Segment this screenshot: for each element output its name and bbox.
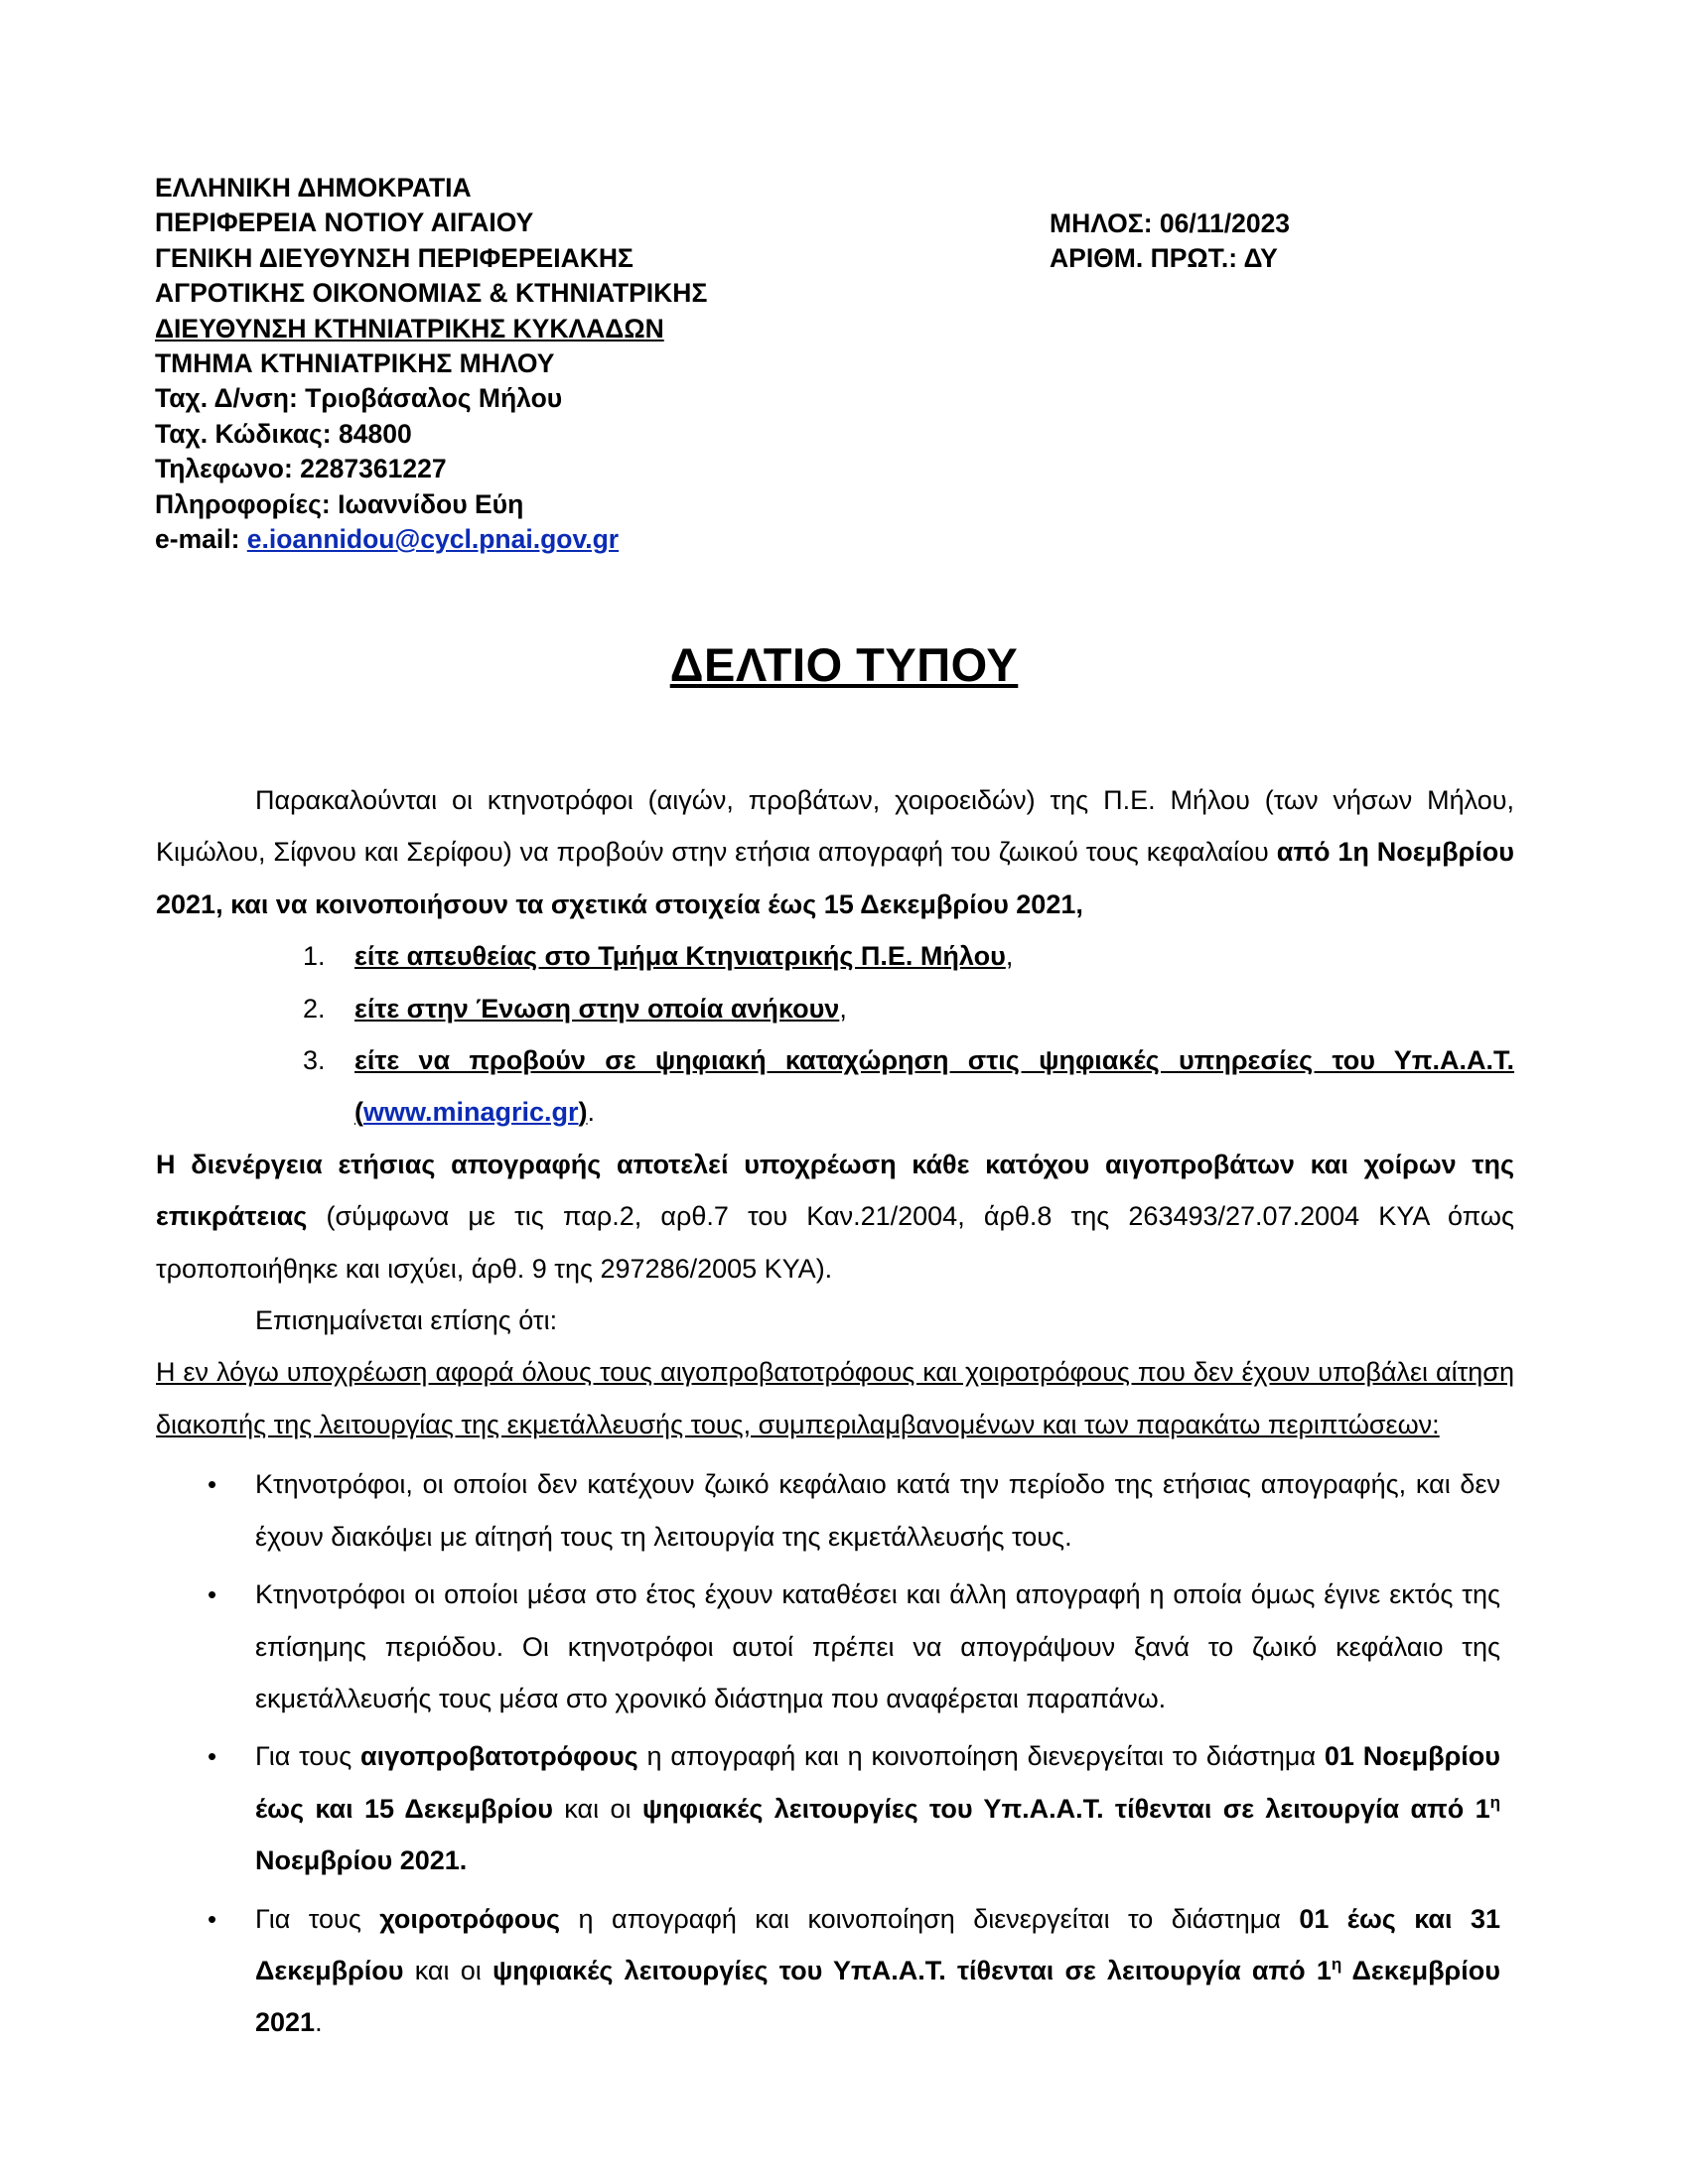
case-bold: ψηφιακές λειτουργίες του ΥπΑ.Α.Τ. τίθενται σε λειτουργία από 1 xyxy=(492,1955,1332,1985)
case-text: Κτηνοτρόφοι, οι οποίοι δεν κατέχουν ζωικό κεφάλαιο κατά την περίοδο της ετήσιας απογραφής, και δεν έχουν διακόψει με αίτησή τους τη λειτουργία της εκμετάλλευσής τους. xyxy=(255,1469,1500,1552)
intro-dates: από 1η Νοεμβρίου 2021, και να κοινοποιήσουν τα σχετικά στοιχεία έως 15 Δεκεμβρίου 2021, xyxy=(156,837,1514,919)
case-bold: χοιροτρόφους xyxy=(379,1903,561,1934)
case-text: Για τους xyxy=(255,1741,361,1772)
case-bold: Νοεμβρίου 2021. xyxy=(255,1845,468,1876)
email-label: e-mail: xyxy=(155,524,247,555)
case-text: και οι xyxy=(552,1793,642,1824)
case-text: Για τους xyxy=(255,1903,380,1934)
option-text: είτε απευθείας στο Τμήμα Κτηνιατρικής Π.Ε. Μήλου xyxy=(354,941,1006,972)
header-line-email xyxy=(155,522,910,557)
submission-options-list xyxy=(156,930,1514,1139)
case-text: η απογραφή και η κοινοποίηση διενεργείται το διάστημα xyxy=(637,1741,1325,1772)
place-date: ΜΗΛΟΣ: 06/11/2023 xyxy=(1050,208,1291,238)
header-line-region: ΠΕΡΙΦΕΡΕΙΑ ΝΟΤΙΟΥ ΑΙΓΑΙΟΥ xyxy=(155,207,534,238)
option-punct: , xyxy=(839,993,847,1024)
header-line-department: ΤΜΗΜΑ ΚΤΗΝΙΑΤΡΙΚΗΣ ΜΗΛΟΥ xyxy=(155,348,555,379)
paragraph-obligation xyxy=(156,1139,1514,1295)
option-text: είτε στην Ένωση στην οποία ανήκουν xyxy=(354,993,840,1024)
obligation-bold: Η διενέργεια ετήσιας απογραφής αποτελεί υποχρέωση κάθε κατόχου αιγοπροβάτων και χοίρων της επικράτειας xyxy=(156,1149,1514,1232)
case-text: Κτηνοτρόφοι οι οποίοι μέσα στο έτος έχουν καταθέσει και άλλη απογραφή η οποία όμως έγινε εκτός της επίσημης περιόδου. Οι κτηνοτρόφοι αυτοί πρέπει να απογράψουν ξανά το ζωικό κεφάλαιο της εκμετάλλευσής τους μέσα στο χρονικό διάστημα που αναφέρεται παραπάνω. xyxy=(255,1579,1500,1713)
document-title: ΔΕΛΤΙΟ ΤΥΠΟΥ xyxy=(669,638,1019,691)
option-number: 2. xyxy=(303,993,326,1024)
case-text: και οι xyxy=(403,1955,492,1985)
cases-list xyxy=(156,1458,1514,2048)
header-line-directorate-2: ΑΓΡΟΤΙΚΗΣ ΟΙΚΟΝΟΜΙΑΣ & ΚΤΗΝΙΑΤΡΙΚΗΣ xyxy=(155,278,708,309)
ordinal-superscript: η xyxy=(1331,1954,1342,1974)
bullet-icon: • xyxy=(208,1741,217,1772)
option-paren-open: ( xyxy=(354,1097,363,1128)
header-line-postcode: Ταχ. Κώδικας: 84800 xyxy=(155,418,412,449)
case-bold: ψηφιακές λειτουργίες του Υπ.Α.Α.Τ. τίθενται σε λειτουργία από 1 xyxy=(641,1793,1490,1824)
header-line-phone: Τηλεφωνο: 2287361227 xyxy=(155,454,447,484)
case-item xyxy=(156,1893,1514,2049)
case-item xyxy=(156,1458,1514,1563)
bullet-icon: • xyxy=(208,1903,217,1934)
obligation-legal-refs: (σύμφωνα με τις παρ.2, αρθ.7 του Καν.21/2004, άρθ.8 της 263493/27.07.2004 ΚΥΑ όπως τροποποιήθηκε και ισχύει, άρθ. 9 της 297286/2005 ΚΥΑ). xyxy=(156,1201,1514,1284)
option-number: 1. xyxy=(303,941,326,972)
case-text: . xyxy=(315,2007,323,2038)
header-line-veterinary-directorate: ΔΙΕΥΘΥΝΣΗ ΚΤΗΝΙΑΤΡΙΚΗΣ ΚΥΚΛΑΔΩΝ xyxy=(155,313,664,343)
case-bold: 01 Νοεμβρίου έως και 15 Δεκεμβρίου xyxy=(255,1741,1500,1824)
bullet-icon: • xyxy=(208,1579,217,1610)
option-item xyxy=(156,930,1514,982)
option-punct: . xyxy=(587,1097,596,1128)
option-item xyxy=(156,983,1514,1034)
document-body xyxy=(156,774,1514,2055)
header-line-country: ΕΛΛΗΝΙΚΗ ΔΗΜΟΚΡΑΤΙΑ xyxy=(155,173,472,203)
case-item xyxy=(156,1569,1514,1724)
date-protocol-block xyxy=(1050,206,1566,277)
case-text: η απογραφή και κοινοποίηση διενεργείται το διάστημα xyxy=(560,1903,1300,1934)
paragraph-intro xyxy=(156,774,1514,930)
paragraph-note: Επισημαίνεται επίσης ότι: xyxy=(255,1305,558,1336)
case-bold: 01 έως και 31 Δεκεμβρίου xyxy=(255,1903,1500,1985)
case-bold: αιγοπροβατοτρόφους xyxy=(360,1741,638,1772)
email-link[interactable]: e.ioannidou@cycl.pnai.gov.gr xyxy=(246,524,620,555)
minagric-link[interactable]: www.minagric.gr xyxy=(363,1097,579,1128)
case-item xyxy=(156,1730,1514,1886)
bullet-icon: • xyxy=(208,1469,217,1500)
ordinal-superscript: η xyxy=(1489,1792,1500,1812)
option-punct: , xyxy=(1005,941,1014,972)
protocol-number: ΑΡΙΘΜ. ΠΡΩΤ.: ΔΥ xyxy=(1050,243,1278,274)
option-paren-close: ) xyxy=(578,1097,588,1128)
option-item xyxy=(156,1034,1514,1139)
sender-header xyxy=(155,171,910,557)
case-bold: Δεκεμβρίου 2021 xyxy=(255,1955,1500,2038)
header-line-contact: Πληροφορίες: Ιωαννίδου Εύη xyxy=(155,488,524,519)
header-line-address: Ταχ. Δ/νση: Τριοβάσαλος Μήλου xyxy=(155,383,563,414)
header-line-directorate-1: ΓΕΝΙΚΗ ΔΙΕΥΘΥΝΣΗ ΠΕΡΙΦΕΡΕΙΑΚΗΣ xyxy=(155,242,633,273)
paragraph-scope: Η εν λόγω υποχρέωση αφορά όλους τους αιγοπροβατοτρόφους και χοιροτρόφους που δεν έχουν υποβάλει αίτηση διακοπής της λειτουργίας της εκμετάλλευσής τους, συμπεριλαμβανομένων και των παρακάτω περιπτώσεων: xyxy=(156,1357,1514,1439)
intro-text: Παρακαλούνται οι κτηνοτρόφοι (αιγών, προβάτων, χοιροειδών) της Π.Ε. Μήλου (των νήσων Μήλου, Κιμώλου, Σίφνου και Σερίφου) να προβούν στην ετήσια απογραφή του ζωικού τους κεφαλαίου xyxy=(156,785,1514,868)
option-text: είτε να προβούν σε ψηφιακή καταχώρηση στις ψηφιακές υπηρεσίες του Υπ.Α.Α.Τ. xyxy=(354,1045,1514,1076)
option-number: 3. xyxy=(303,1045,326,1076)
